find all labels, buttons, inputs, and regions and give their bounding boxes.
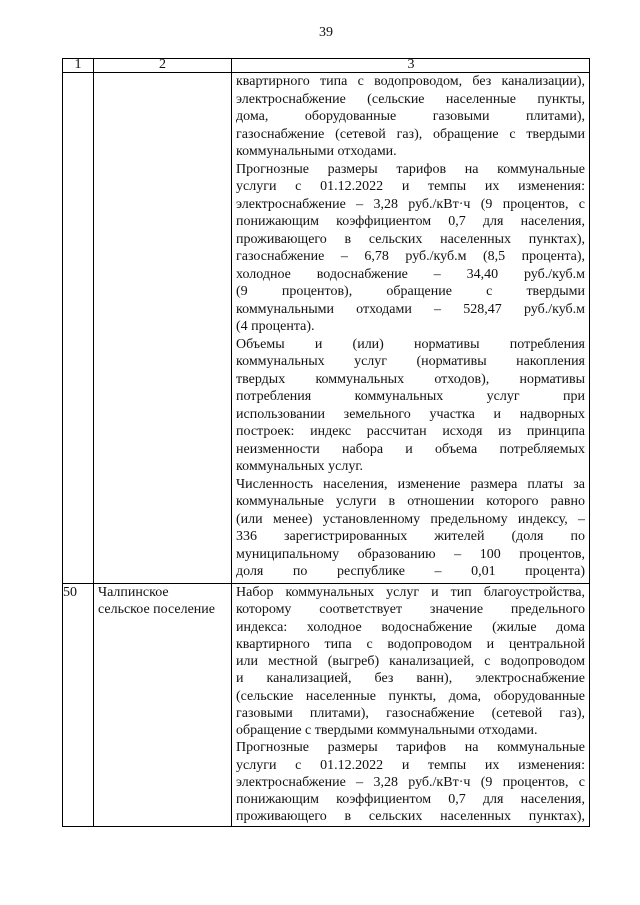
- text-line: коммунальными отходами – 528,47 руб./куб.м: [236, 301, 585, 317]
- paragraph: [236, 161, 585, 336]
- text-line: коммунальных услуг (нормативы накопления: [236, 354, 585, 369]
- column-divider: [231, 59, 232, 826]
- tariff-table: [62, 58, 590, 827]
- text-line: услуги с 01.12.2022 и темпы их изменения:: [236, 757, 585, 773]
- row-description-cell: [236, 73, 585, 581]
- paragraph: [236, 476, 585, 581]
- text-line: индекса: холодное водоснабжение (жилые дома: [236, 619, 585, 635]
- text-line: Набор коммунальных услуг и тип благоустройства,: [236, 585, 585, 600]
- text-line: холодное водоснабжение – 34,40 руб./куб.м: [236, 266, 585, 282]
- column-header-3: 3: [407, 57, 415, 72]
- text-line: электроснабжение – 3,28 руб./кВт·ч (9 процентов, с: [236, 774, 585, 790]
- municipality-name-line: сельское поселение: [98, 602, 215, 618]
- text-line: электроснабжение – 3,28 руб./кВт·ч (9 процентов, с: [236, 196, 585, 212]
- text-line: твердых коммунальных отходов), нормативы: [236, 371, 585, 387]
- text-line: (4 процента).: [236, 319, 315, 334]
- page-number: 39: [319, 25, 333, 40]
- column-header-2: 2: [159, 57, 166, 72]
- municipality-cell: [98, 584, 228, 619]
- paragraph: [236, 73, 585, 161]
- row-number-cell: [63, 584, 91, 601]
- text-line: Численность населения, изменение размера платы за: [236, 476, 585, 492]
- text-line: коммунальными отходами.: [236, 144, 397, 159]
- text-line: которому соответствует значение предельного: [236, 602, 585, 618]
- text-line: потребления коммунальных услуг при: [236, 389, 585, 404]
- text-line: электроснабжение (сельские населенные пункты,: [236, 91, 585, 107]
- text-line: Прогнозные размеры тарифов на коммунальные: [236, 161, 585, 177]
- text-line: или местной (выгреб) канализацией, с водопроводом: [236, 654, 585, 669]
- text-line: Прогнозные размеры тарифов на коммунальные: [236, 740, 585, 756]
- row-number: 50: [63, 585, 77, 600]
- text-line: неизменности набора и объема потребляемых: [236, 441, 585, 457]
- text-line: квартирного типа с водопроводом и центральной: [236, 636, 585, 652]
- text-line: муниципальному образованию – 100 процентов,: [236, 546, 585, 562]
- text-line: понижающим коэффициентом 0,7 для населения,: [236, 792, 585, 807]
- text-line: дома, оборудованные газовыми плитами),: [236, 109, 585, 124]
- column-divider: [93, 59, 94, 826]
- text-line: Объемы и (или) нормативы потребления: [236, 336, 585, 352]
- paragraph: [236, 584, 585, 739]
- column-header-1: 1: [74, 57, 82, 72]
- text-line: обращение с твердыми коммунальными отходами.: [236, 723, 538, 738]
- text-line: понижающим коэффициентом 0,7 для населения,: [236, 214, 585, 229]
- paragraph: [236, 336, 585, 476]
- text-line: использовании земельного участка и надворных: [236, 406, 585, 422]
- text-line: газоснабжение – 6,78 руб./куб.м (8,5 процента),: [236, 249, 585, 264]
- municipality-name-line: Чалпинское: [98, 585, 169, 600]
- text-line: и канализацией, без ванн), электроснабжение: [236, 671, 585, 687]
- text-line: газоснабжение (сетевой газ), обращение с твердыми: [236, 126, 585, 142]
- text-line: (сельские населенные пункты, дома, оборудованные: [236, 688, 585, 704]
- paragraph: [236, 739, 585, 825]
- text-line: коммунальные услуги в отношении которого равно: [236, 494, 585, 509]
- text-line: квартирного типа с водопроводом, без канализации),: [236, 74, 585, 89]
- text-line: услуги с 01.12.2022 и темпы их изменения:: [236, 179, 585, 194]
- text-line: коммунальных услуг.: [236, 459, 364, 474]
- text-line: построек: индекс рассчитан исходя из принципа: [236, 424, 585, 439]
- text-line: (9 процентов), обращение с твердыми: [236, 284, 585, 299]
- text-line: проживающего в сельских населенных пунктах),: [236, 231, 585, 247]
- text-line: проживающего в сельских населенных пунктах),: [236, 809, 585, 825]
- text-line: доля по республике – 0,01 процента): [236, 564, 585, 579]
- row-description-cell: [236, 584, 585, 826]
- text-line: газовыми плитами), газоснабжение (сетевой газ),: [236, 705, 585, 721]
- text-line: (или менее) установленному предельному индексу, –: [236, 511, 585, 527]
- text-line: 336 зарегистрированных жителей (доля по: [236, 529, 585, 544]
